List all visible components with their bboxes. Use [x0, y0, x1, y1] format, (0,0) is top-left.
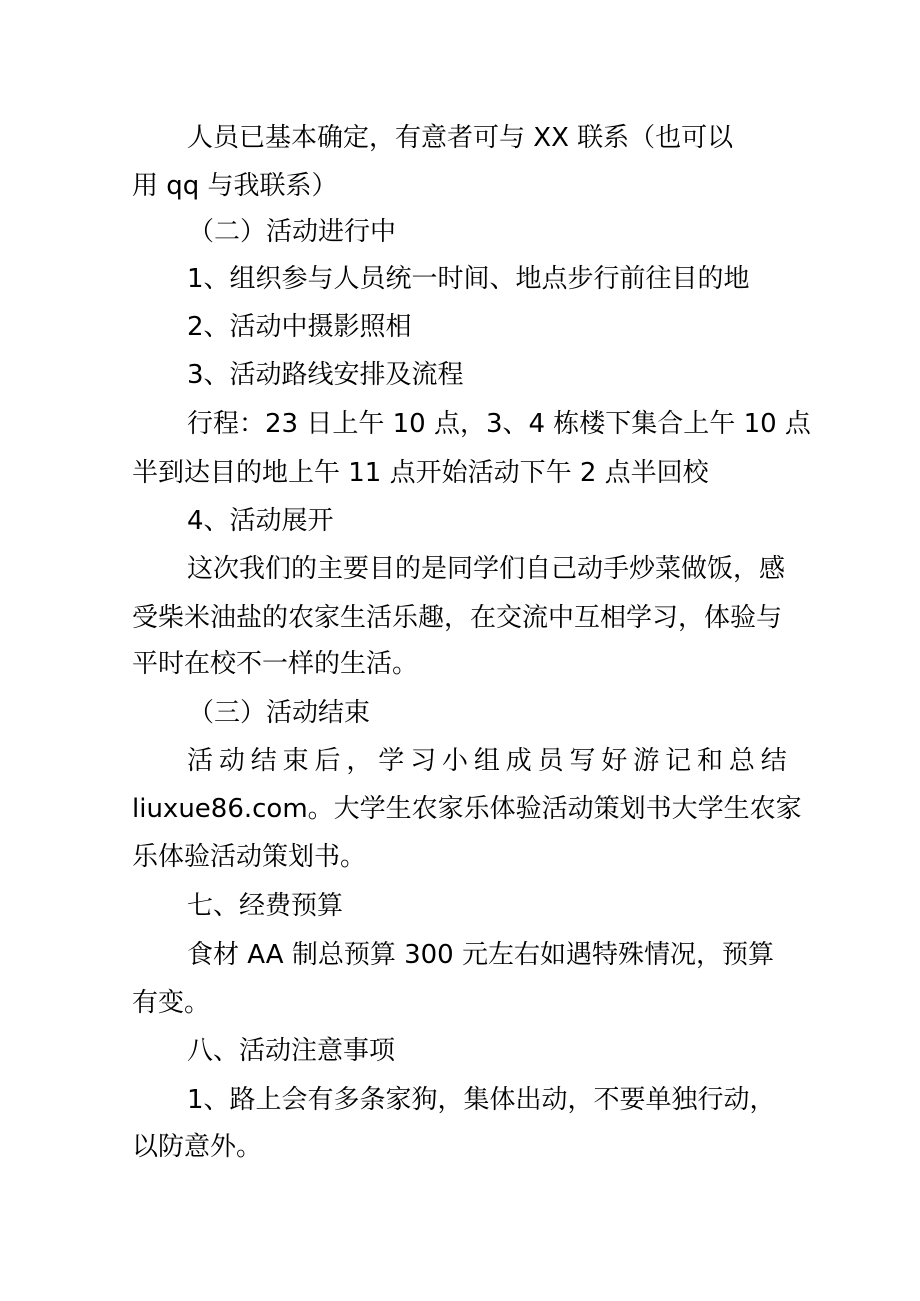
- paragraph-line: 乐体验活动策划书。: [132, 842, 367, 872]
- section-heading: （三）活动结束: [188, 698, 371, 728]
- justified-char: 束: [282, 746, 309, 776]
- justified-char: 组: [473, 746, 500, 776]
- justified-char: 习: [410, 746, 437, 776]
- paragraph-line: 食材 AA 制总预算 300 元左右如遇特殊情况，预算: [187, 940, 774, 970]
- justified-char: 员: [537, 746, 564, 776]
- paragraph-line: 这次我们的主要目的是同学们自己动手炒菜做饭，感: [187, 554, 786, 584]
- justified-char: 写: [569, 746, 596, 776]
- section-heading: 七、经费预算: [187, 891, 344, 921]
- paragraph-line: 有变。: [132, 988, 211, 1018]
- justified-char: 小: [442, 746, 469, 776]
- paragraph-line: 人员已基本确定，有意者可与 XX 联系（也可以: [187, 123, 734, 153]
- paragraph-line: 半到达目的地上午 11 点开始活动下午 2 点半回校: [132, 458, 709, 488]
- justified-char: 活: [187, 746, 214, 776]
- justified-char: 学: [378, 746, 405, 776]
- paragraph-line: 受柴米油盐的农家生活乐趣，在交流中互相学习，体验与: [132, 603, 783, 633]
- list-item: 1、路上会有多条家狗，集体出动，不要单独行动，: [187, 1085, 776, 1115]
- section-heading: 八、活动注意事项: [187, 1036, 396, 1066]
- paragraph-line: liuxue86.com。大学生农家乐体验活动策划书大学生农家: [132, 794, 802, 824]
- paragraph-line: 以防意外。: [132, 1132, 263, 1162]
- justified-char: 动: [218, 746, 245, 776]
- justified-char: 结: [250, 746, 277, 776]
- list-item: 3、活动路线安排及流程: [187, 360, 464, 390]
- justified-char: 和: [697, 746, 724, 776]
- justified-char: 记: [665, 746, 692, 776]
- justified-char: 结: [760, 746, 787, 776]
- section-heading: （二）活动进行中: [188, 217, 397, 247]
- paragraph-line: 用 qq 与我联系）: [132, 171, 338, 201]
- justified-char: ，: [346, 746, 373, 776]
- justified-line: [187, 745, 787, 777]
- list-item: 4、活动展开: [187, 506, 334, 536]
- justified-char: 总: [728, 746, 755, 776]
- justified-char: 好: [601, 746, 628, 776]
- list-item: 2、活动中摄影照相: [187, 312, 412, 342]
- justified-char: 后: [314, 746, 341, 776]
- justified-char: 游: [633, 746, 660, 776]
- paragraph-line: 行程：23 日上午 10 点，3、4 栋楼下集合上午 10 点: [187, 409, 811, 439]
- list-item: 1、组织参与人员统一时间、地点步行前往目的地: [187, 264, 750, 294]
- paragraph-line: 平时在校不一样的生活。: [132, 649, 419, 679]
- justified-char: 成: [505, 746, 532, 776]
